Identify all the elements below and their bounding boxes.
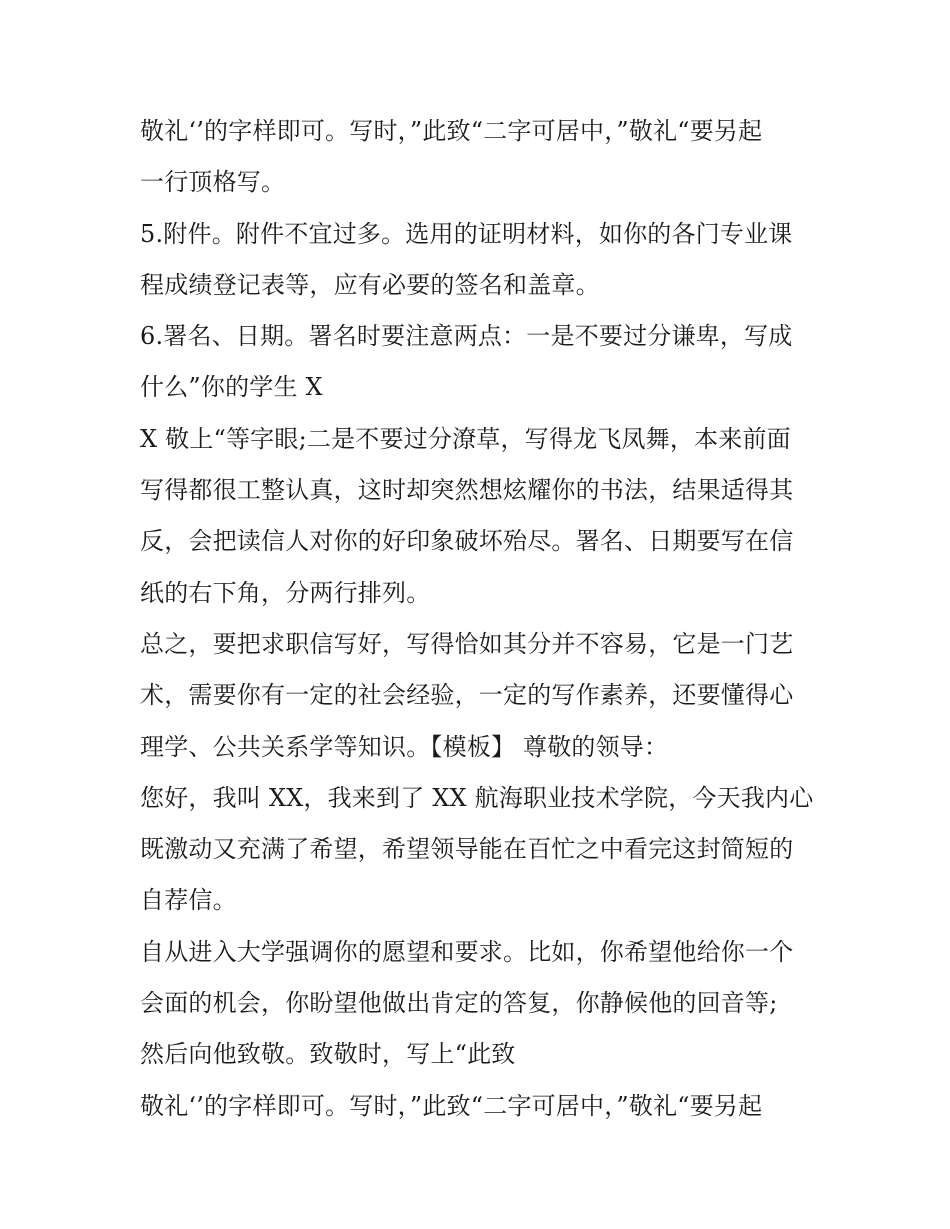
text-line: 总之，要把求职信写好，写得恰如其分并不容易，它是一门艺 [140,629,794,658]
text-line: 一行顶格写。 [140,168,286,197]
text-line: 纸的右下角，分两行排列。 [140,578,431,607]
text-line: 反，会把读信人对你的好印象破坏殆尽。署名、日期要写在信 [140,527,794,556]
text-line: 写得都很工整认真，这时却突然想炫耀你的书法，结果适得其 [140,476,794,505]
text-line: 然后向他致敬。致敬时，写上“此致 [140,1040,516,1069]
text-line: 术，需要你有一定的社会经验，一定的写作素养，还要懂得心 [140,681,794,710]
text-line: 程成绩登记表等，应有必要的签名和盖章。 [140,270,600,299]
text-line: 自荐信。 [140,886,237,915]
text-line: 敬礼‘’的字样即可。写时，”此致“二字可居中，”敬礼“要另起 [140,117,763,145]
text-line: 既激动又充满了希望，希望领导能在百忙之中看完这封简短的 [140,835,794,864]
text-line: 什么”你的学生 X [140,373,323,402]
text-line: 敬礼‘’的字样即可。写时，”此致“二字可居中，”敬礼“要另起 [140,1091,763,1120]
text-line: X 敬上“等字眼;二是不要过分潦草，写得龙飞凤舞，本来前面 [140,424,791,453]
text-line: 理学、公共关系学等知识。【模板】 尊敬的领导： [140,732,669,761]
document-body [140,106,820,1132]
text-line: 6.署名、日期。署名时要注意两点：一是不要过分谦卑，写成 [140,322,793,351]
text-line: 会面的机会，你盼望他做出肯定的答复，你静候他的回音等; [140,989,778,1018]
text-line: 5.附件。附件不宜过多。选用的证明材料，如你的各门专业课 [140,219,793,248]
text-line: 您好，我叫 XX，我来到了 XX 航海职业技术学院，今天我内心 [140,783,814,812]
text-line: 自从进入大学强调你的愿望和要求。比如，你希望他给你一个 [140,937,794,966]
